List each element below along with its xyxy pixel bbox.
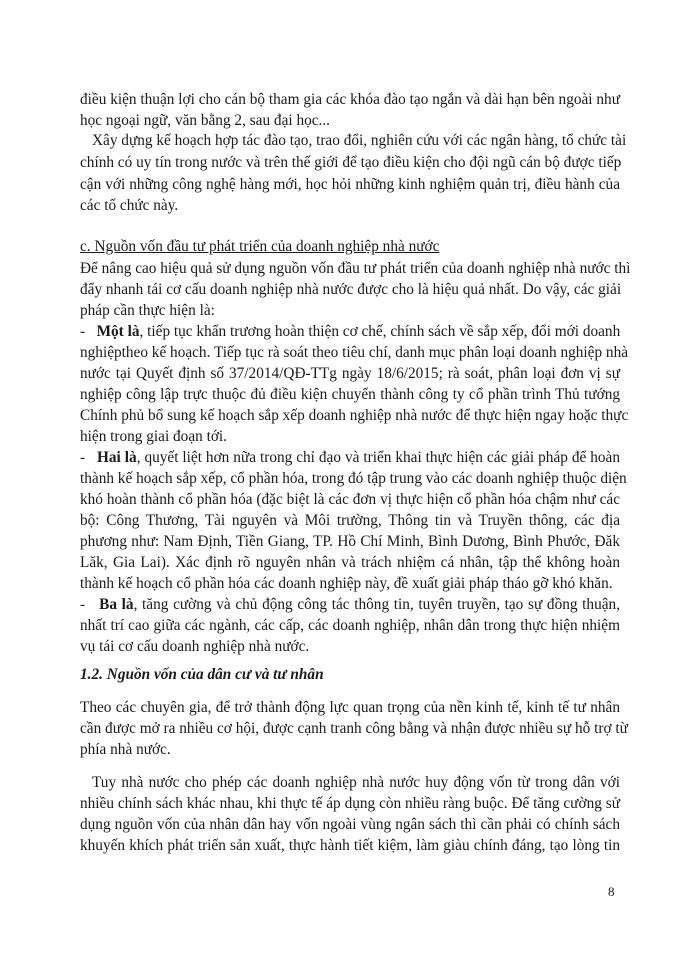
text-line: bộ: Công Thương, Tài nguyên và Môi trường, Thông tin và Truyền thông, các địa xyxy=(80,512,620,529)
text-line: khuyến khích phát triển sản xuất, thực hành tiết kiệm, làm giàu chính đáng, tạo lòng tin xyxy=(80,837,620,854)
text-line: thành kế hoạch cổ phần hóa các doanh nghiệp này, đề xuất giải pháp tháo gỡ khó khăn. xyxy=(80,575,613,592)
text-line: Tuy nhà nước cho phép các doanh nghiệp nhà nước huy động vốn từ trong dân với xyxy=(92,774,620,791)
list-item-bold-label: Hai là xyxy=(97,449,137,466)
page-number: 8 xyxy=(608,884,615,899)
text-line: điều kiện thuận lợi cho cán bộ tham gia các khóa đào tạo ngắn và dài hạn bên ngoài như xyxy=(80,91,620,108)
list-item-2-line xyxy=(80,448,620,468)
text-line: pháp cần thực hiện là: xyxy=(80,302,215,319)
list-item-bold-label: Ba là xyxy=(99,596,134,613)
text-line: Lăk, Gia Lai). Xác định rõ nguyên nhân và trách nhiệm cá nhân, tập thể không hoàn xyxy=(80,554,620,571)
section-heading: c. Nguồn vốn đầu tư phát triển của doanh nghiệp nhà nước xyxy=(80,238,440,255)
text-line: cận với những công nghệ hàng mới, học hỏi những kinh nghiệm quản trị, điều hành của xyxy=(80,176,620,193)
text-line: thành kế hoạch sắp xếp, cổ phần hóa, trong đó tập trung vào các doanh nghiệp thuộc diện xyxy=(80,470,627,487)
text-line: nghiệptheo kế hoạch. Tiếp tục rà soát theo tiêu chí, danh mục phân loại doanh nghiệp nhà xyxy=(80,344,629,361)
section-heading-1-2: 1.2. Nguồn vốn của dân cư và tư nhân xyxy=(80,666,324,683)
text-line: cần được mở ra nhiều cơ hội, được cạnh tranh công bằng và nhận được nhiều sự hỗ trợ từ xyxy=(80,720,628,737)
text-line: Chính phủ bổ sung kế hoạch sắp xếp doanh nghiệp nhà nước để thực hiện ngay hoặc thực xyxy=(80,407,629,424)
text-line: phương như: Nam Định, Tiền Giang, TP. Hồ Chí Minh, Bình Dương, Bình Phước, Đăk xyxy=(80,533,620,550)
text-line: khó hoàn thành cổ phần hóa (đặc biệt là các đơn vị thực hiện cổ phần hóa chậm như các xyxy=(80,491,620,508)
list-item-text: , tiếp tục khẩn trương hoàn thiện cơ chế, chính sách về sắp xếp, đổi mới doanh xyxy=(139,323,621,340)
list-dash: - xyxy=(80,323,86,340)
list-dash: - xyxy=(80,449,86,466)
text-line: nhiều chính sách khác nhau, khi thực tế áp dụng còn nhiều ràng buộc. Để tăng cường sử xyxy=(80,795,620,812)
list-dash: - xyxy=(80,596,86,613)
text-line: nghiệp công lập trực thuộc đủ điều kiện chuyển thành công ty cổ phần trình Thủ tướng xyxy=(80,386,620,403)
text-line: dụng nguồn vốn của nhân dân hay vốn ngoài vùng ngân sách thì cần phải có chính sách xyxy=(80,816,620,833)
text-line: nước tại Quyết định số 37/2014/QĐ-TTg ngày 18/6/2015; rà soát, phân loại đơn vị sự xyxy=(80,365,620,382)
text-line: phía nhà nước. xyxy=(80,741,171,758)
text-line: đẩy nhanh tái cơ cấu doanh nghiệp nhà nước được cho là hiệu quả nhất. Do vậy, các giải xyxy=(80,281,622,298)
list-item-bold-label: Một là xyxy=(96,323,140,340)
text-line: nhất trí cao giữa các ngành, các cấp, các doanh nghiệp, nhân dân trong thực hiện nhiệm xyxy=(80,617,620,634)
text-line: học ngoại ngữ, văn bằng 2, sau đại học... xyxy=(80,112,331,129)
text-line: chính có uy tín trong nước và trên thế giới để tạo điều kiện cho đội ngũ cán bộ được tiếp xyxy=(80,154,622,171)
text-line: Theo các chuyên gia, để trở thành động lực quan trọng của nền kinh tế, kinh tế tư nhân xyxy=(80,699,620,716)
text-line: hiện trong giai đoạn tới. xyxy=(80,428,228,445)
text-line: các tổ chức này. xyxy=(80,197,179,214)
list-item-text: , quyết liệt hơn nữa trong chỉ đạo và triển khai thực hiện các giải pháp để hoàn xyxy=(136,449,620,466)
text-line: Xây dựng kế hoạch hợp tác đào tạo, trao đổi, nghiên cứu với các ngân hàng, tổ chức tài xyxy=(92,132,627,149)
list-item-text: , tăng cường và chủ động công tác thông tin, tuyên truyền, tạo sự đồng thuận, xyxy=(133,596,620,613)
list-item-1-line xyxy=(80,322,620,342)
list-item-3-line xyxy=(80,595,620,615)
text-line: Để nâng cao hiệu quả sử dụng nguồn vốn đầu tư phát triển của doanh nghiệp nhà nước thì xyxy=(80,260,631,277)
text-line: vụ tái cơ cấu doanh nghiệp nhà nước. xyxy=(80,638,310,655)
